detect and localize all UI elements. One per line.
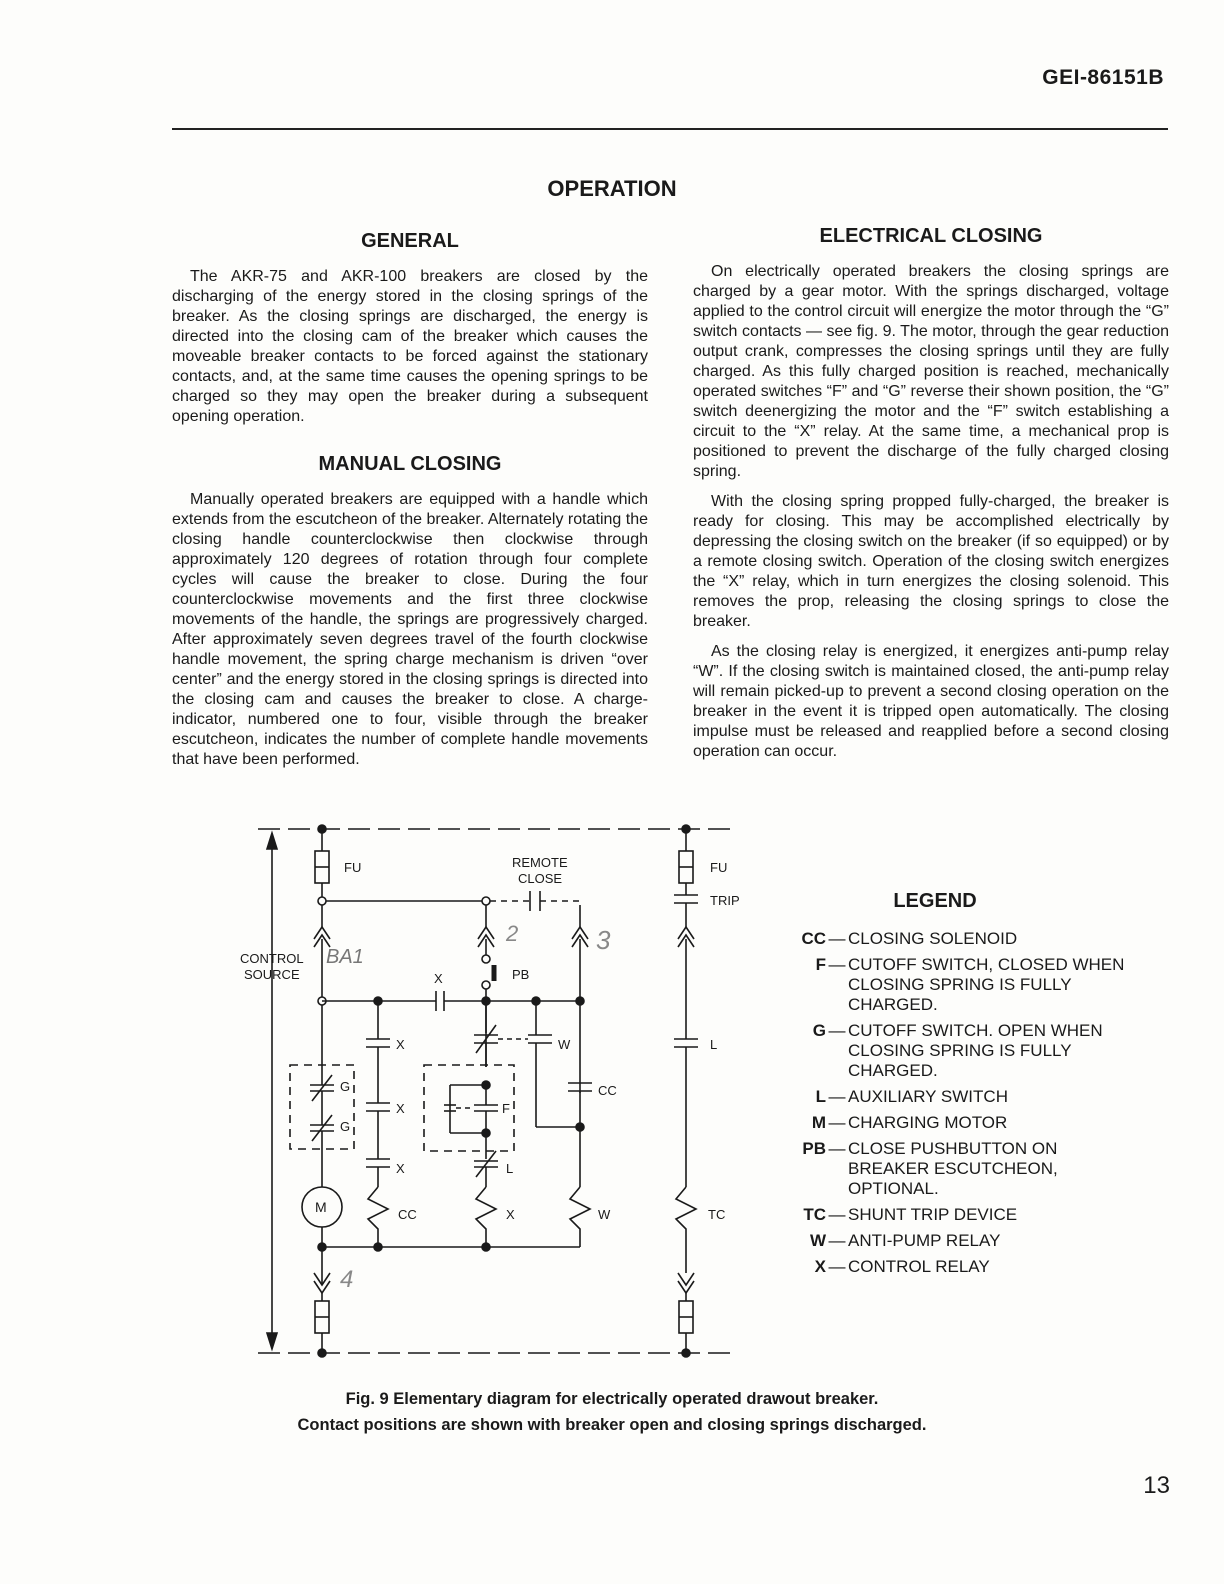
tc-label: TC (708, 1207, 726, 1222)
electrical-closing-heading: ELECTRICAL CLOSING (819, 225, 1043, 247)
general-paragraph: The AKR-75 and AKR-100 breakers are closed by the discharging of the energy stored in the closing springs of the breaker. As the closing springs are discharged, the energy is directed into the closing cam of the breaker which causes the moveable breaker contacts to be forced against the stationary contacts, and, at the same time causes the opening springs to be charged so they may open the breaker during a subsequent opening operation. (172, 268, 648, 425)
header-rule (172, 128, 1168, 130)
legend-item: TC — SHUNT TRIP DEVICE (803, 1205, 1018, 1224)
l-right-label: L (710, 1037, 718, 1052)
legend-item: PB — CLOSE PUSHBUTTON ON BREAKER ESCUTCHEON, OPTIONAL. (802, 1139, 1058, 1198)
handwritten-4: 4 (340, 1266, 354, 1293)
legend-title: LEGEND (893, 890, 977, 912)
control-source-label-1: CONTROL (240, 951, 304, 966)
remote-close-label-2: CLOSE (518, 871, 563, 886)
left-column (172, 230, 648, 780)
fu-right-label: FU (710, 860, 728, 875)
w-coil-label: W (598, 1207, 611, 1222)
caption-line-1: Fig. 9 Elementary diagram for electrically operated drawout breaker. (345, 1390, 879, 1408)
x-top-label: X (434, 971, 443, 986)
handwritten-3: 3 (596, 925, 611, 955)
legend-item: L — AUXILIARY SWITCH (815, 1087, 1008, 1106)
manual-closing-heading: MANUAL CLOSING (318, 453, 502, 475)
handwritten-a1: BA1 (326, 946, 364, 968)
x3-label: X (396, 1161, 405, 1176)
electrical-closing-paragraph-3: As the closing relay is energized, it energizes anti-pump relay “W”. If the closing switch is maintained closed, the anti-pump relay will remain picked-up to prevent a second closing operation on the breaker in the event it is tripped open automatically. The closing impulse must be released and reapplied before a second closing operation can occur. (693, 643, 1169, 760)
caption-line-2: Contact positions are shown with breaker open and closing springs discharged. (297, 1416, 927, 1434)
electrical-closing-paragraph-1: On electrically operated breakers the closing springs are charged by a gear motor. With the springs discharged, voltage applied to the control circuit will energize the motor through the “G” switch contacts — see fig. 9. The motor, through the gear reduction output crank, compresses the closing springs until they are fully charged. As this fully charged position is reached, mechanically operated switches “F” and “G” reverse their shown position, the “G” switch deenergizing the motor and the “F” switch establishing a circuit to the “X” relay. At the same time, a mechanical prop is positioned to prevent the discharge of the fully charged closing spring. (693, 263, 1169, 480)
cc-contact-label: CC (598, 1083, 617, 1098)
w-contact-label: W (558, 1037, 571, 1052)
pb-label: PB (512, 967, 530, 982)
x-coil-label: X (506, 1207, 515, 1222)
x2-label: X (396, 1101, 405, 1116)
document-number: GEI-86151B (1042, 66, 1164, 89)
remote-close-label-1: REMOTE (512, 855, 568, 870)
f-label: F (502, 1101, 510, 1116)
fu-left-label: FU (344, 860, 362, 875)
trip-label: TRIP (710, 893, 740, 908)
legend-item: M — CHARGING MOTOR (811, 1113, 1008, 1132)
cc-coil-label: CC (398, 1207, 417, 1222)
control-source-label-2: SOURCE (244, 967, 300, 982)
g1-label: G (340, 1079, 351, 1094)
electrical-closing-paragraph-2: With the closing spring propped fully-charged, the breaker is ready for closing. This may be accomplished electrically by depressing the closing switch on the breaker (if so equipped) or by a remote closing switch. Operation of the closing switch energizes the “X” relay, which in turn energizes the closing solenoid. This removes the prop, releasing the closing springs to close the breaker. (693, 493, 1169, 630)
legend-item: CC — CLOSING SOLENOID (801, 929, 1018, 948)
legend-item: G — CUTOFF SWITCH. OPEN WHEN CLOSING SPRING IS FULLY CHARGED. (812, 1021, 1103, 1080)
l-left-label: L (506, 1161, 514, 1176)
legend (770, 890, 1150, 1283)
figure-caption (0, 1386, 1224, 1438)
handwritten-2: 2 (506, 921, 519, 946)
manual-closing-paragraph: Manually operated breakers are equipped with a handle which extends from the escutcheon of the breaker. Alternately rotating the closing handle counterclockwise then clockwise through approximately 120 degrees of rotation through four complete cycles will cause the breaker to close. During the four counterclockwise movements and the first three clockwise movements of the handle, the springs are progressively charged. After approximately seven degrees travel of the fourth clockwise handle movement, the spring charge mechanism is driven “over center” and the energy stored in the closing springs is directed into the closing cam and causes the breaker to close. A charge-indicator, numbered one to four, visible through the breaker escutcheon, indicates the number of complete handle movements that have been performed. (172, 491, 648, 768)
general-heading: GENERAL (361, 230, 459, 252)
elementary-diagram (230, 815, 750, 1375)
legend-item: X — CONTROL RELAY (814, 1257, 990, 1276)
motor-label: M (315, 1199, 327, 1215)
right-column (693, 225, 1169, 772)
x1-label: X (396, 1037, 405, 1052)
page-number: 13 (1143, 1472, 1170, 1499)
page-title: OPERATION (547, 176, 677, 201)
g2-label: G (340, 1119, 351, 1134)
legend-item: F — CUTOFF SWITCH, CLOSED WHEN CLOSING SPRING IS FULLY CHARGED. (815, 955, 1125, 1014)
legend-item: W — ANTI-PUMP RELAY (809, 1231, 1001, 1250)
